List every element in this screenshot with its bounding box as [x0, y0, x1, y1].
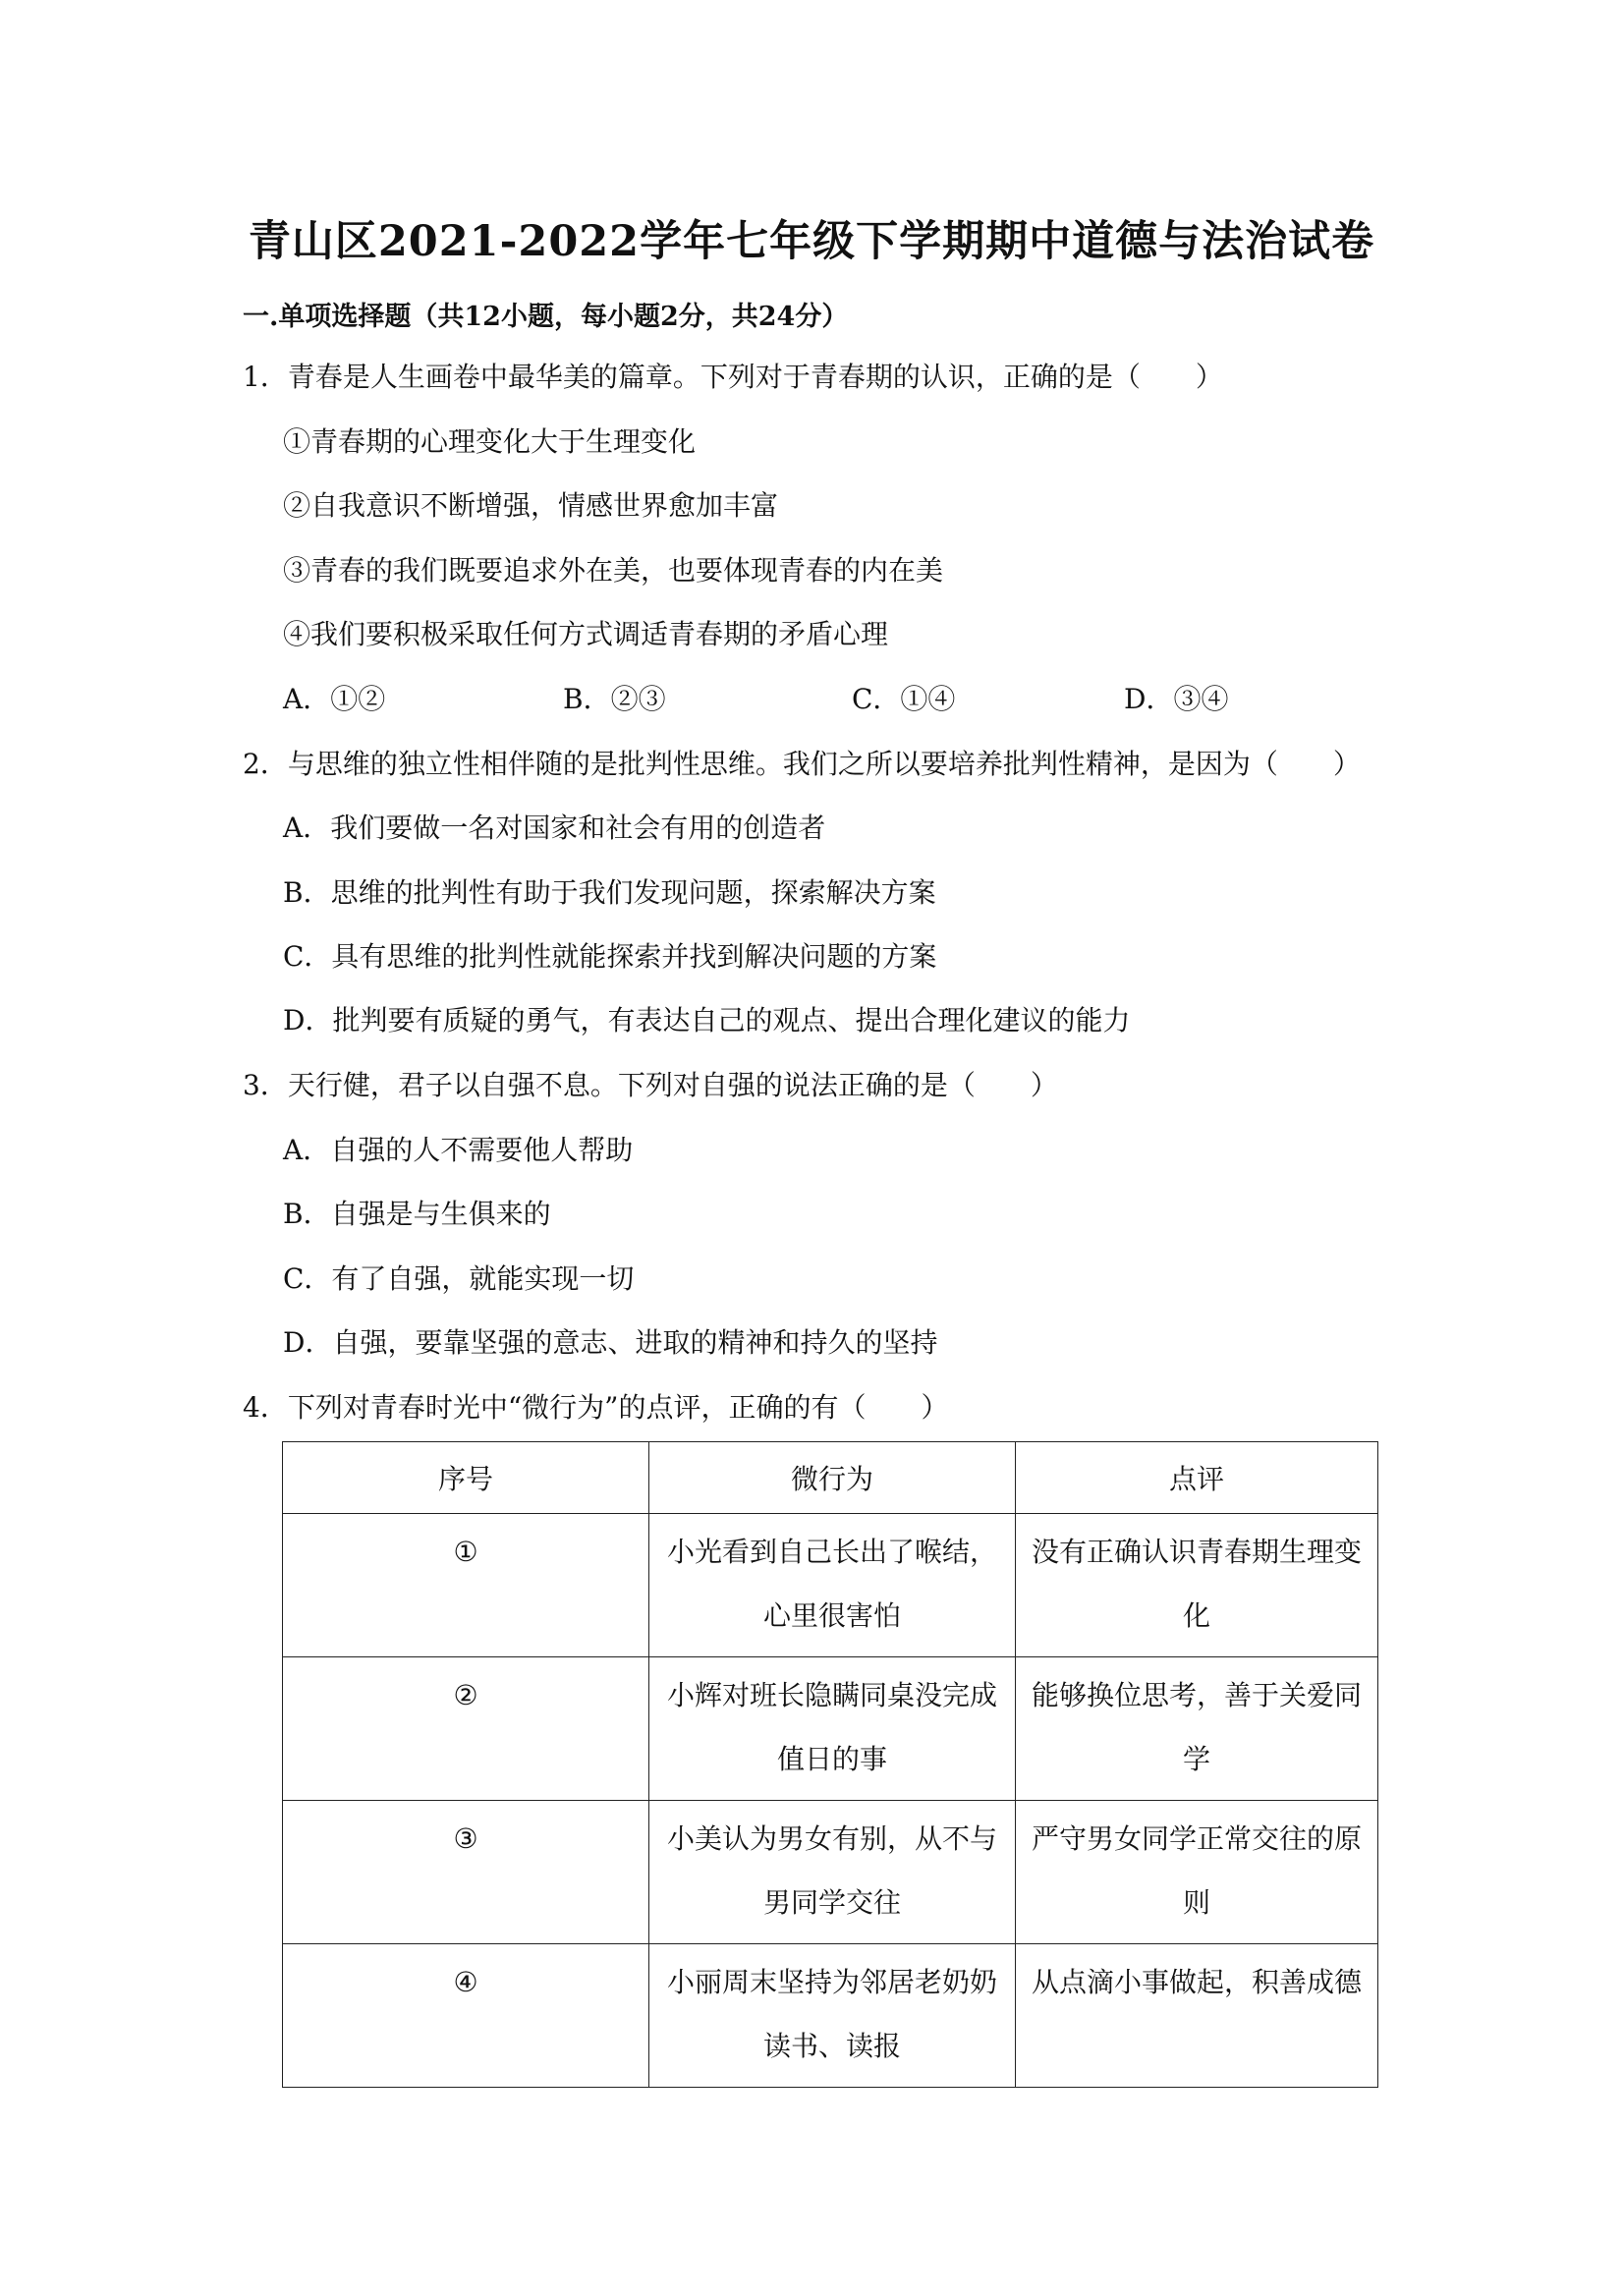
page-title: 青山区2021-2022学年七年级下学期期中道德与法治试卷: [248, 217, 1375, 266]
table-row: [283, 1514, 1378, 1657]
question-2-option-c: C．具有思维的批判性就能探索并找到解决问题的方案: [283, 940, 937, 973]
question-3-option-c: C．有了自强，就能实现一切: [283, 1262, 635, 1295]
question-2-option-d: D．批判要有质疑的勇气，有表达自己的观点、提出合理化建议的能力: [283, 1004, 1131, 1036]
row-number: ②: [283, 1657, 649, 1801]
question-3-option-a: A．自强的人不需要他人帮助: [283, 1134, 634, 1166]
question-2-option-b: B．思维的批判性有助于我们发现问题，探索解决方案: [283, 876, 936, 909]
header-behavior: 微行为: [649, 1442, 1016, 1514]
behavior-table: [282, 1441, 1378, 2088]
row-comment: [1016, 1657, 1378, 1801]
row-behavior: [649, 1801, 1016, 1944]
question-1-item-4: ④我们要积极采取任何方式调适青春期的矛盾心理: [283, 618, 889, 650]
table-row: [283, 1801, 1378, 1944]
row-behavior-line: 读书、读报: [762, 2030, 901, 2062]
row-behavior-line: 小辉对班长隐瞒同桌没完成: [666, 1679, 997, 1711]
header-number: 序号: [283, 1442, 649, 1514]
question-3-stem: 3．天行健，君子以自强不息。下列对自强的说法正确的是（ ）: [243, 1069, 1058, 1101]
row-comment-line: 严守男女同学正常交往的原: [1031, 1822, 1362, 1855]
row-behavior-line: 小丽周末坚持为邻居老奶奶: [666, 1966, 997, 1998]
row-behavior-line: 值日的事: [776, 1743, 887, 1775]
question-4-stem: 4．下列对青春时光中“微行为”的点评，正确的有（ ）: [243, 1391, 949, 1424]
table-row: [283, 1944, 1378, 2088]
table-header-row: [283, 1442, 1378, 1514]
row-comment-line: 从点滴小事做起，积善成德: [1031, 1966, 1362, 1998]
row-behavior-line: 男同学交往: [762, 1886, 901, 1919]
question-1-choice-d: D．③④: [1124, 683, 1229, 715]
row-behavior: [649, 1944, 1016, 2088]
row-comment-line: 学: [1182, 1743, 1210, 1775]
row-comment-line: 能够换位思考，善于关爱同: [1031, 1679, 1362, 1711]
row-comment-line: 没有正确认识青春期生理变: [1031, 1536, 1362, 1568]
row-behavior: [649, 1514, 1016, 1657]
question-1-choice-c: C．①④: [852, 683, 956, 715]
question-1-choice-a: A．①②: [283, 683, 386, 715]
question-2-option-a: A．我们要做一名对国家和社会有用的创造者: [283, 812, 826, 844]
question-1-stem: 1．青春是人生画卷中最华美的篇章。下列对于青春期的认识，正确的是（ ）: [243, 361, 1223, 393]
row-behavior: [649, 1657, 1016, 1801]
row-behavior-line: 小美认为男女有别，从不与: [666, 1822, 997, 1855]
row-comment-line: 则: [1182, 1886, 1210, 1919]
row-number: ③: [283, 1801, 649, 1944]
row-comment: [1016, 1944, 1378, 2088]
row-number: ④: [283, 1944, 649, 2088]
question-1-item-3: ③青春的我们既要追求外在美，也要体现青春的内在美: [283, 554, 944, 587]
row-comment: [1016, 1514, 1378, 1657]
row-behavior-line: 小光看到自己长出了喉结，: [666, 1536, 997, 1568]
question-1-choice-b: B．②③: [563, 683, 666, 715]
question-3-option-b: B．自强是与生俱来的: [283, 1198, 551, 1230]
question-1-item-1: ①青春期的心理变化大于生理变化: [283, 425, 697, 458]
row-behavior-line: 心里很害怕: [762, 1599, 901, 1632]
row-number: ①: [283, 1514, 649, 1657]
row-comment: [1016, 1801, 1378, 1944]
section-heading: 一.单项选择题（共12小题，每小题2分，共24分）: [243, 302, 849, 332]
question-1-item-2: ②自我意识不断增强，情感世界愈加丰富: [283, 489, 779, 522]
question-2-stem: 2．与思维的独立性相伴随的是批判性思维。我们之所以要培养批判性精神，是因为（ ）: [243, 748, 1361, 780]
table-row: [283, 1657, 1378, 1801]
header-comment: 点评: [1016, 1442, 1378, 1514]
row-comment-line: 化: [1182, 1599, 1210, 1632]
question-3-option-d: D．自强，要靠坚强的意志、进取的精神和持久的坚持: [283, 1326, 938, 1359]
